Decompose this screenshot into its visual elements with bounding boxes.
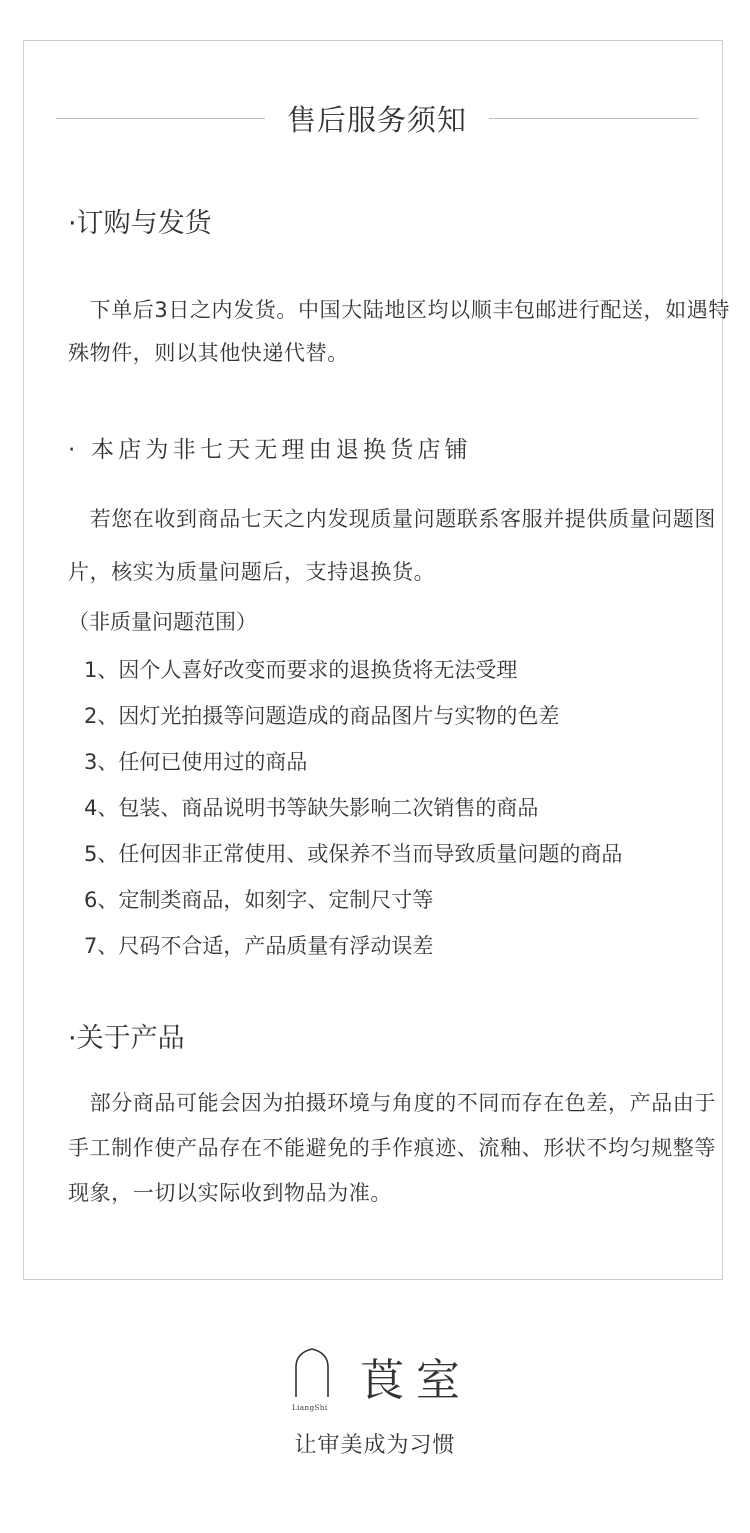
list-item: 6、定制类商品，如刻字、定制尺寸等	[84, 888, 434, 912]
brand-logo-mark: 莨室	[360, 1355, 470, 1406]
list-item: 5、任何因非正常使用、或保养不当而导致质量问题的商品	[84, 842, 623, 866]
list-item: 4、包装、商品说明书等缺失影响二次销售的商品	[84, 796, 539, 820]
section-about-product-body-wrap	[68, 1081, 733, 1216]
section-return-policy	[68, 431, 733, 464]
section-about-product-body: 部分商品可能会因为拍摄环境与角度的不同而存在色差，产品由于手工制作使产品存在不能避免的手作痕迹、流釉、形状不均匀规整等现象，一切以实际收到物品为准。	[68, 1091, 716, 1205]
section-about-product-heading: ·关于产品	[68, 1023, 185, 1054]
brand-slogan: 让审美成为习惯	[294, 1433, 456, 1458]
non-quality-scope-note: （非质量问题范围）	[68, 610, 257, 634]
section-ordering	[68, 201, 733, 240]
non-quality-list	[68, 647, 733, 969]
brand-footer	[0, 1345, 750, 1465]
list-item: 3、任何已使用过的商品	[84, 750, 308, 774]
section-return-policy-body-wrap	[68, 493, 733, 599]
title-rule-left	[56, 118, 265, 119]
notice-title-row	[56, 96, 698, 140]
list-item: 7、尺码不合适，产品质量有浮动误差	[84, 934, 434, 958]
brand-logo	[290, 1345, 470, 1415]
title-rule-right	[489, 118, 698, 119]
non-quality-scope-note-wrap	[68, 606, 733, 636]
after-sales-notice-card	[23, 40, 730, 1280]
list-item: 1、因个人喜好改变而要求的退换货将无法受理	[84, 658, 518, 682]
arch-logo-icon	[290, 1345, 470, 1415]
section-ordering-body-wrap	[68, 289, 733, 375]
section-return-policy-heading: · 本店为非七天无理由退换货店铺	[68, 437, 472, 463]
notice-title: 售后服务须知	[287, 102, 468, 137]
section-ordering-body: 下单后3日之内发货。中国大陆地区均以顺丰包邮进行配送，如遇特殊物件，则以其他快递代替。	[68, 298, 730, 365]
brand-logo-subtext: LiangShi	[292, 1404, 328, 1412]
section-ordering-heading: ·订购与发货	[68, 208, 212, 239]
section-about-product	[68, 1016, 733, 1055]
section-return-policy-body: 若您在收到商品七天之内发现质量问题联系客服并提供质量问题图片，核实为质量问题后，支持退换货。	[68, 507, 716, 584]
non-quality-list-wrap	[68, 647, 733, 969]
list-item: 2、因灯光拍摄等问题造成的商品图片与实物的色差	[84, 704, 560, 728]
